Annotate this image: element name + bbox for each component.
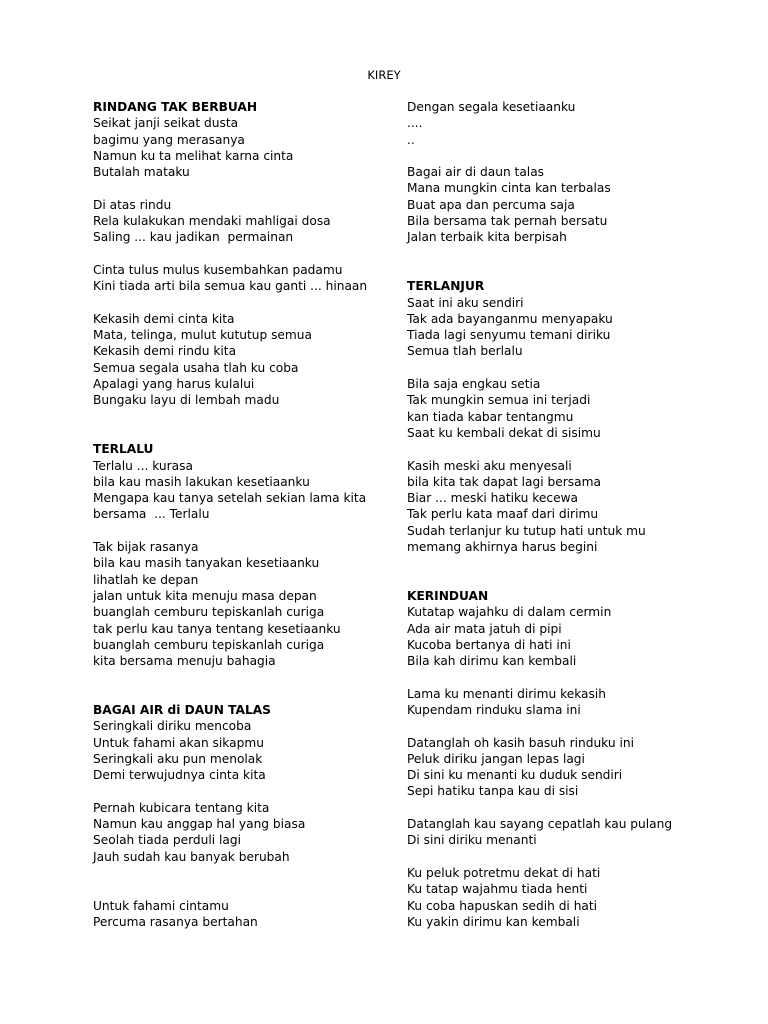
- lyric-line: Bungaku layu di lembah madu: [93, 393, 280, 408]
- lyric-line: Kucoba bertanya di hati ini: [407, 637, 571, 652]
- lyric-line: Ada air mata jatuh di pipi: [407, 621, 562, 636]
- lyric-line: Cinta tulus mulus kusembahkan padamu: [93, 262, 343, 277]
- right-column: [407, 99, 747, 930]
- lyric-line: Seringkali aku pun menolak: [93, 751, 263, 766]
- lyric-line: Rela kulakukan mendaki mahligai dosa: [93, 214, 331, 229]
- lyric-line: Tak bijak rasanya: [93, 540, 199, 555]
- lyric-line: Kupendam rinduku slama ini: [407, 702, 581, 717]
- lyric-line: Tak ada bayanganmu menyapaku: [407, 311, 613, 326]
- lyric-line: Semua segala usaha tlah ku coba: [93, 360, 299, 375]
- lyric-line: Biar ... meski hatiku kecewa: [407, 491, 579, 506]
- blank-line: [407, 555, 747, 571]
- section-heading: BAGAI AIR di DAUN TALAS: [93, 702, 271, 717]
- blank-line: [407, 246, 747, 262]
- lyric-line: Kasih meski aku menyesali: [407, 458, 572, 473]
- lyric-line: Kekasih demi rindu kita: [93, 344, 237, 359]
- blank-line: [93, 686, 393, 702]
- lyric-line: Pernah kubicara tentang kita: [93, 800, 270, 815]
- lyric-line: Tiada lagi senyumu temani diriku: [407, 328, 611, 343]
- lyric-line: Namun kau anggap hal yang biasa: [93, 817, 306, 832]
- blank-line: [93, 783, 393, 799]
- lyric-line: bila kita tak dapat lagi bersama: [407, 474, 601, 489]
- lyric-line: memang akhirnya harus begini: [407, 540, 598, 555]
- lyric-line: Bila saja engkau setia: [407, 377, 541, 392]
- lyric-line: Datanglah oh kasih basuh rinduku ini: [407, 735, 634, 750]
- lyric-line: Saat ini aku sendiri: [407, 295, 524, 310]
- left-column: [93, 99, 393, 930]
- lyric-line: Terlalu ... kurasa: [93, 458, 193, 473]
- blank-line: [93, 409, 393, 425]
- lyric-line: Mana mungkin cinta kan terbalas: [407, 181, 611, 196]
- blank-line: [93, 295, 393, 311]
- lyric-line: kita bersama menuju bahagia: [93, 654, 276, 669]
- lyric-line: Semua tlah berlalu: [407, 344, 523, 359]
- blank-line: [93, 523, 393, 539]
- blank-line: [407, 718, 747, 734]
- document-title: KIREY: [367, 68, 401, 82]
- lyric-line: Seringkali diriku mencoba: [93, 719, 252, 734]
- lyric-line: Ku tatap wajahmu tiada henti: [407, 882, 588, 897]
- blank-line: [407, 669, 747, 685]
- lyric-line: bagimu yang merasanya: [93, 132, 245, 147]
- lyric-line: bersama ... Terlalu: [93, 507, 210, 522]
- blank-line: [93, 669, 393, 685]
- lyric-line: Peluk diriku jangan lepas lagi: [407, 751, 585, 766]
- blank-line: [407, 262, 747, 278]
- lyric-line: Kekasih demi cinta kita: [93, 311, 235, 326]
- lyric-line: Lama ku menanti dirimu kekasih: [407, 686, 606, 701]
- blank-line: [93, 246, 393, 262]
- lyric-line: Di sini diriku menanti: [407, 833, 537, 848]
- lyric-line: Di sini ku menanti ku duduk sendiri: [407, 768, 623, 783]
- lyric-line: tak perlu kau tanya tentang kesetiaanku: [93, 621, 341, 636]
- lyric-line: Sepi hatiku tanpa kau di sisi: [407, 784, 579, 799]
- blank-line: [93, 425, 393, 441]
- section-heading: KERINDUAN: [407, 588, 489, 603]
- lyric-line: Ku coba hapuskan sedih di hati: [407, 898, 598, 913]
- lyric-line: buanglah cemburu tepiskanlah curiga: [93, 605, 325, 620]
- lyric-line: jalan untuk kita menuju masa depan: [93, 588, 317, 603]
- lyric-line: Ku yakin dirimu kan kembali: [407, 914, 580, 929]
- lyric-line: Percuma rasanya bertahan: [93, 914, 258, 929]
- blank-line: [407, 148, 747, 164]
- lyric-line: Saat ku kembali dekat di sisimu: [407, 425, 601, 440]
- lyric-line: ....: [407, 116, 423, 131]
- lyric-line: Untuk fahami akan sikapmu: [93, 735, 264, 750]
- lyric-line: Tak mungkin semua ini terjadi: [407, 393, 591, 408]
- lyric-line: Untuk fahami cintamu: [93, 898, 229, 913]
- blank-line: [93, 180, 393, 196]
- lyric-line: Saling ... kau jadikan permainan: [93, 230, 294, 245]
- lyric-line: Bila kah dirimu kan kembali: [407, 654, 577, 669]
- lyric-line: Buat apa dan percuma saja: [407, 197, 575, 212]
- blank-line: [93, 865, 393, 881]
- lyric-line: ..: [407, 132, 415, 147]
- lyric-line: Mengapa kau tanya setelah sekian lama kita: [93, 491, 367, 506]
- lyric-line: Kutatap wajahku di dalam cermin: [407, 605, 612, 620]
- blank-line: [407, 441, 747, 457]
- lyric-line: Ku peluk potretmu dekat di hati: [407, 865, 601, 880]
- lyric-line: Datanglah kau sayang cepatlah kau pulang: [407, 817, 673, 832]
- lyric-line: Apalagi yang harus kulalui: [93, 377, 255, 392]
- lyric-line: lihatlah ke depan: [93, 572, 199, 587]
- section-heading: RINDANG TAK BERBUAH: [93, 100, 258, 114]
- lyric-line: Demi terwujudnya cinta kita: [93, 768, 266, 783]
- lyric-line: Sudah terlanjur ku tutup hati untuk mu: [407, 523, 646, 538]
- lyric-line: buanglah cemburu tepiskanlah curiga: [93, 637, 325, 652]
- lyric-line: bila kau masih tanyakan kesetiaanku: [93, 556, 320, 571]
- blank-line: [407, 849, 747, 865]
- lyric-line: Seolah tiada perduli lagi: [93, 833, 241, 848]
- lyric-line: bila kau masih lakukan kesetiaanku: [93, 474, 310, 489]
- lyric-line: Bila bersama tak pernah bersatu: [407, 214, 608, 229]
- lyric-line: Butalah mataku: [93, 165, 190, 180]
- blank-line: [407, 572, 747, 588]
- lyric-line: Kini tiada arti bila semua kau ganti ... hinaan: [93, 279, 368, 294]
- lyric-line: Di atas rindu: [93, 197, 172, 212]
- lyric-line: kan tiada kabar tentangmu: [407, 409, 574, 424]
- section-heading: TERLALU: [93, 442, 154, 457]
- lyric-line: Namun ku ta melihat karna cinta: [93, 148, 294, 163]
- lyric-line: Jalan terbaik kita berpisah: [407, 230, 567, 245]
- blank-line: [407, 360, 747, 376]
- lyric-line: Jauh sudah kau banyak berubah: [93, 849, 290, 864]
- lyric-line: Seikat janji seikat dusta: [93, 116, 239, 131]
- lyric-line: Tak perlu kata maaf dari dirimu: [407, 507, 599, 522]
- blank-line: [407, 800, 747, 816]
- lyric-line: Dengan segala kesetiaanku: [407, 100, 576, 114]
- section-heading: TERLANJUR: [407, 279, 485, 294]
- lyric-line: Bagai air di daun talas: [407, 165, 545, 180]
- lyric-line: Mata, telinga, mulut kututup semua: [93, 328, 312, 343]
- blank-line: [93, 881, 393, 897]
